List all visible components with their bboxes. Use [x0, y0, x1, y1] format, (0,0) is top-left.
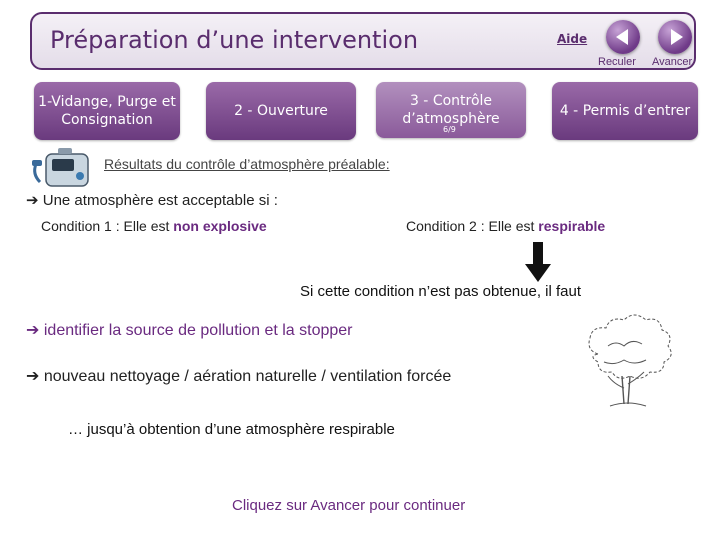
condition-1-prefix: Condition 1 : Elle est: [41, 218, 174, 234]
forward-button[interactable]: [658, 20, 692, 54]
section-title: Résultats du contrôle d’atmosphère préalable:: [104, 156, 390, 172]
acceptable-line: [26, 191, 278, 209]
step-4-entry-permit[interactable]: [552, 82, 698, 140]
action-1: [26, 320, 353, 340]
forward-label: Avancer: [652, 56, 693, 68]
back-button[interactable]: [606, 20, 640, 54]
condition-1: [41, 218, 267, 234]
step-3-label: 3 - Contrôle d’atmosphère: [402, 93, 500, 127]
step-1-draining[interactable]: [34, 82, 180, 140]
action-1-text: identifier la source de pollution et la stopper: [43, 322, 353, 339]
step-2-opening[interactable]: [206, 82, 356, 140]
step-1-label: 1-Vidange, Purge et Consignation: [38, 94, 176, 128]
if-not-text: Si cette condition n’est pas obtenue, il faut: [300, 283, 582, 300]
step-2-label: 2 - Ouverture: [234, 103, 328, 119]
gas-detector-icon: [30, 144, 100, 190]
header-bar: [30, 12, 696, 70]
step-4-label: 4 - Permis d’entrer: [559, 103, 691, 119]
right-arrow-icon: ➔: [26, 322, 44, 339]
action-2: [26, 366, 451, 386]
acceptable-text: Une atmosphère est acceptable si :: [42, 192, 278, 209]
until-text: … jusqu’à obtention d’une atmosphère respirable: [68, 421, 395, 438]
triangle-left-icon: [606, 20, 640, 54]
right-arrow-icon: ➔: [26, 368, 44, 385]
back-label: Reculer: [598, 56, 636, 68]
down-arrow-icon: [525, 242, 551, 282]
right-arrow-icon: ➔: [26, 192, 43, 209]
tree-illustration: [568, 310, 684, 410]
condition-1-value: non explosive: [173, 218, 267, 234]
condition-2-value: respirable: [538, 218, 606, 234]
action-2-text: nouveau nettoyage / aération naturelle / ventilation forcée: [43, 368, 452, 385]
help-link[interactable]: Aide: [557, 32, 588, 46]
triangle-right-icon: [658, 20, 692, 54]
continue-instruction[interactable]: Cliquez sur Avancer pour continuer: [232, 497, 466, 514]
page-title: Préparation d’une intervention: [50, 26, 419, 54]
condition-2: [406, 218, 605, 234]
condition-2-prefix: Condition 2 : Elle est: [406, 218, 539, 234]
page-counter: 6/9: [443, 125, 456, 134]
